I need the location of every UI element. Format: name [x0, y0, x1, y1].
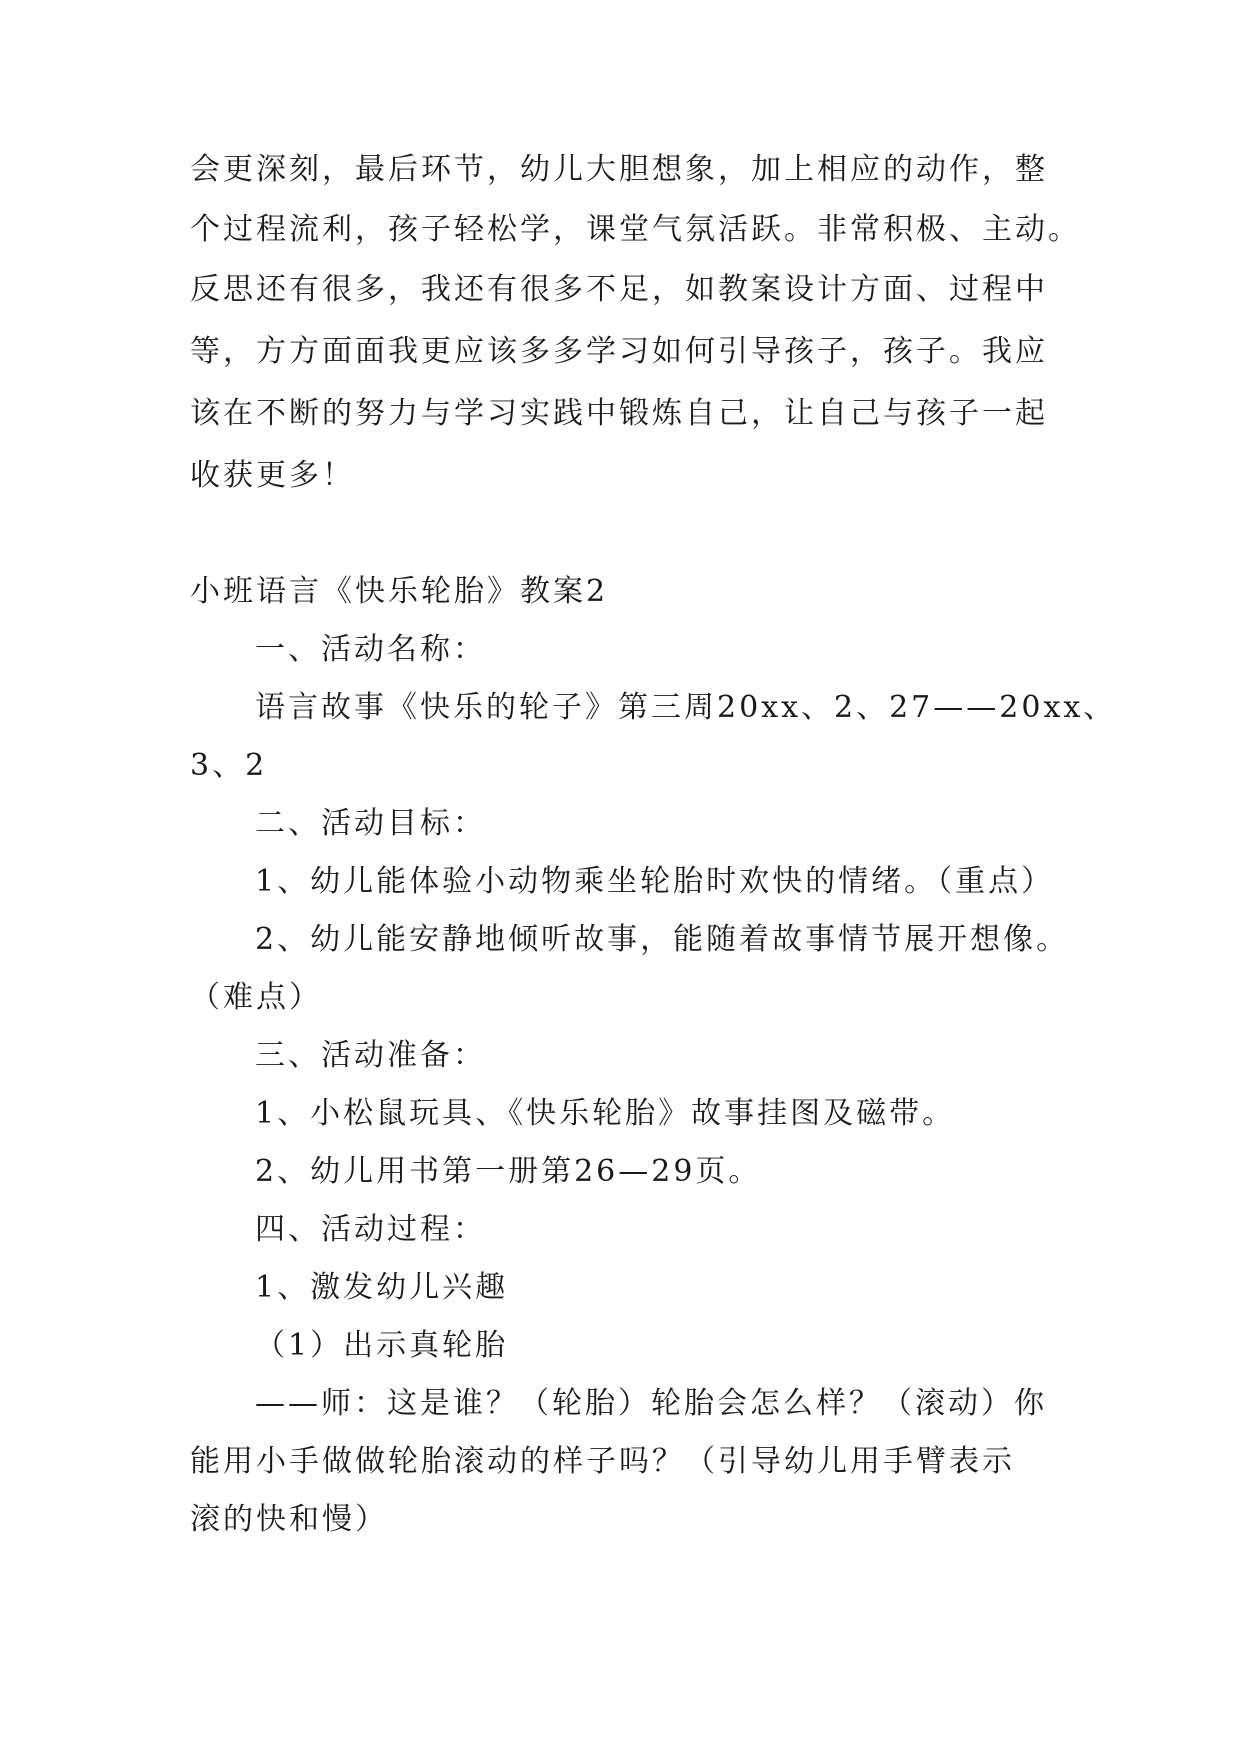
body-line: 2、幼儿用书第一册第26—29页。	[255, 1154, 762, 1189]
body-line: 能用小手做做轮胎滚动的样子吗？（引导幼儿用手臂表示	[190, 1444, 1015, 1479]
heading-activity-process: 四、活动过程：	[255, 1212, 486, 1247]
paragraph-line: 反思还有很多，我还有很多不足，如教案设计方面、过程中	[190, 272, 1048, 307]
body-line: 2、幼儿能安静地倾听故事，能随着故事情节展开想像。	[255, 922, 1070, 957]
heading-activity-name: 一、活动名称：	[255, 632, 486, 667]
body-line: 1、激发幼儿兴趣	[255, 1270, 509, 1305]
paragraph-line: 等，方方面面我更应该多多学习如何引导孩子，孩子。我应	[190, 334, 1048, 369]
paragraph-line: 会更深刻，最后环节，幼儿大胆想象，加上相应的动作，整	[190, 152, 1048, 187]
body-line: （1）出示真轮胎	[255, 1328, 509, 1363]
body-line: ——师：这是谁？（轮胎）轮胎会怎么样？（滚动）你	[255, 1386, 1047, 1421]
heading-activity-goals: 二、活动目标：	[255, 806, 486, 841]
body-line: 滚的快和慢）	[190, 1502, 388, 1537]
body-line: 1、幼儿能体验小动物乘坐轮胎时欢快的情绪。（重点）	[255, 864, 1055, 899]
body-line: 语言故事《快乐的轮子》第三周20xx、2、27——20xx、	[255, 690, 1117, 725]
paragraph-line: 该在不断的努力与学习实践中锻炼自己，让自己与孩子一起	[190, 396, 1048, 431]
section-title: 小班语言《快乐轮胎》教案2	[190, 574, 609, 609]
body-line: 1、小松鼠玩具、《快乐轮胎》故事挂图及磁带。	[255, 1096, 956, 1131]
body-line: 3、2	[190, 748, 268, 783]
paragraph-line: 收获更多！	[190, 458, 355, 493]
body-line: （难点）	[190, 980, 322, 1015]
heading-activity-preparation: 三、活动准备：	[255, 1038, 486, 1073]
paragraph-line: 个过程流利，孩子轻松学，课堂气氛活跃。非常积极、主动。	[190, 212, 1081, 247]
